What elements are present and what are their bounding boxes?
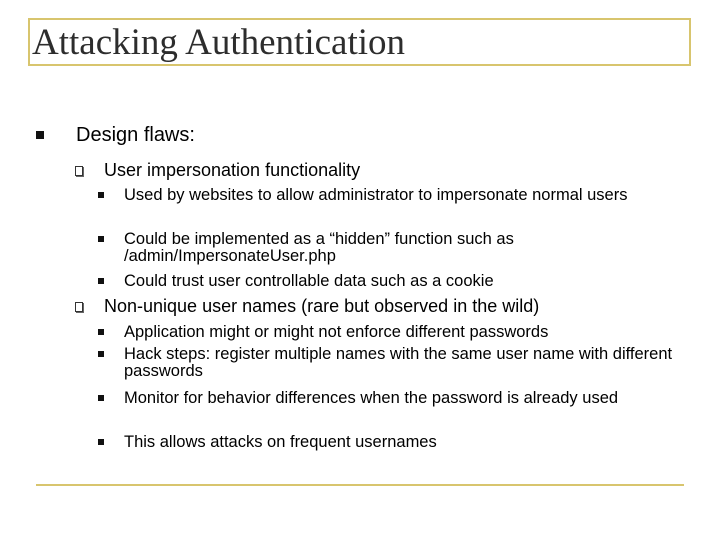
title-underline-rule — [28, 64, 691, 66]
square-bullet-icon — [98, 236, 104, 242]
square-bullet-icon — [98, 351, 104, 357]
frame-left-rule — [28, 18, 30, 66]
square-bullet-icon — [98, 329, 104, 335]
bullet-text: Design flaws: — [76, 124, 195, 146]
bullet-design-flaws — [76, 124, 195, 146]
frame-right-rule — [689, 18, 691, 66]
bullet-text: Could be implemented as a “hidden” function such as /admin/ImpersonateUser.php — [124, 230, 514, 265]
square-bullet-icon — [98, 278, 104, 284]
hollow-square-bullet-icon — [75, 166, 83, 176]
bullet-frequent-usernames — [124, 434, 684, 451]
frame-top-rule — [28, 18, 691, 20]
bullet-monitor-behavior — [124, 390, 684, 407]
bullet-text: Used by websites to allow administrator to impersonate normal users — [124, 186, 628, 204]
bullet-hack-steps — [124, 346, 684, 380]
bottom-rule — [36, 484, 684, 486]
bullet-text: Non-unique user names (rare but observed in the wild) — [104, 296, 540, 316]
bullet-hidden-function — [124, 231, 684, 265]
bullet-trust-cookie — [124, 273, 684, 290]
bullet-non-unique-names — [104, 296, 539, 317]
slide-title: Attacking Authentication — [32, 22, 405, 63]
bullet-used-by-websites — [124, 187, 684, 204]
bullet-user-impersonation — [104, 160, 360, 181]
square-bullet-icon — [98, 439, 104, 445]
bullet-text: User impersonation functionality — [104, 160, 361, 180]
bullet-enforce-passwords — [124, 324, 684, 341]
bullet-text: Monitor for behavior differences when the password is already used — [124, 389, 619, 407]
square-bullet-icon — [98, 395, 104, 401]
bullet-text: Could trust user controllable data such as a cookie — [124, 272, 494, 290]
bullet-text: Application might or might not enforce different passwords — [124, 323, 549, 341]
square-bullet-icon — [36, 131, 44, 139]
square-bullet-icon — [98, 192, 104, 198]
bullet-text: Hack steps: register multiple names with the same user name with different passwords — [124, 345, 673, 380]
bullet-text: This allows attacks on frequent usernames — [124, 433, 437, 451]
hollow-square-bullet-icon — [75, 302, 83, 312]
